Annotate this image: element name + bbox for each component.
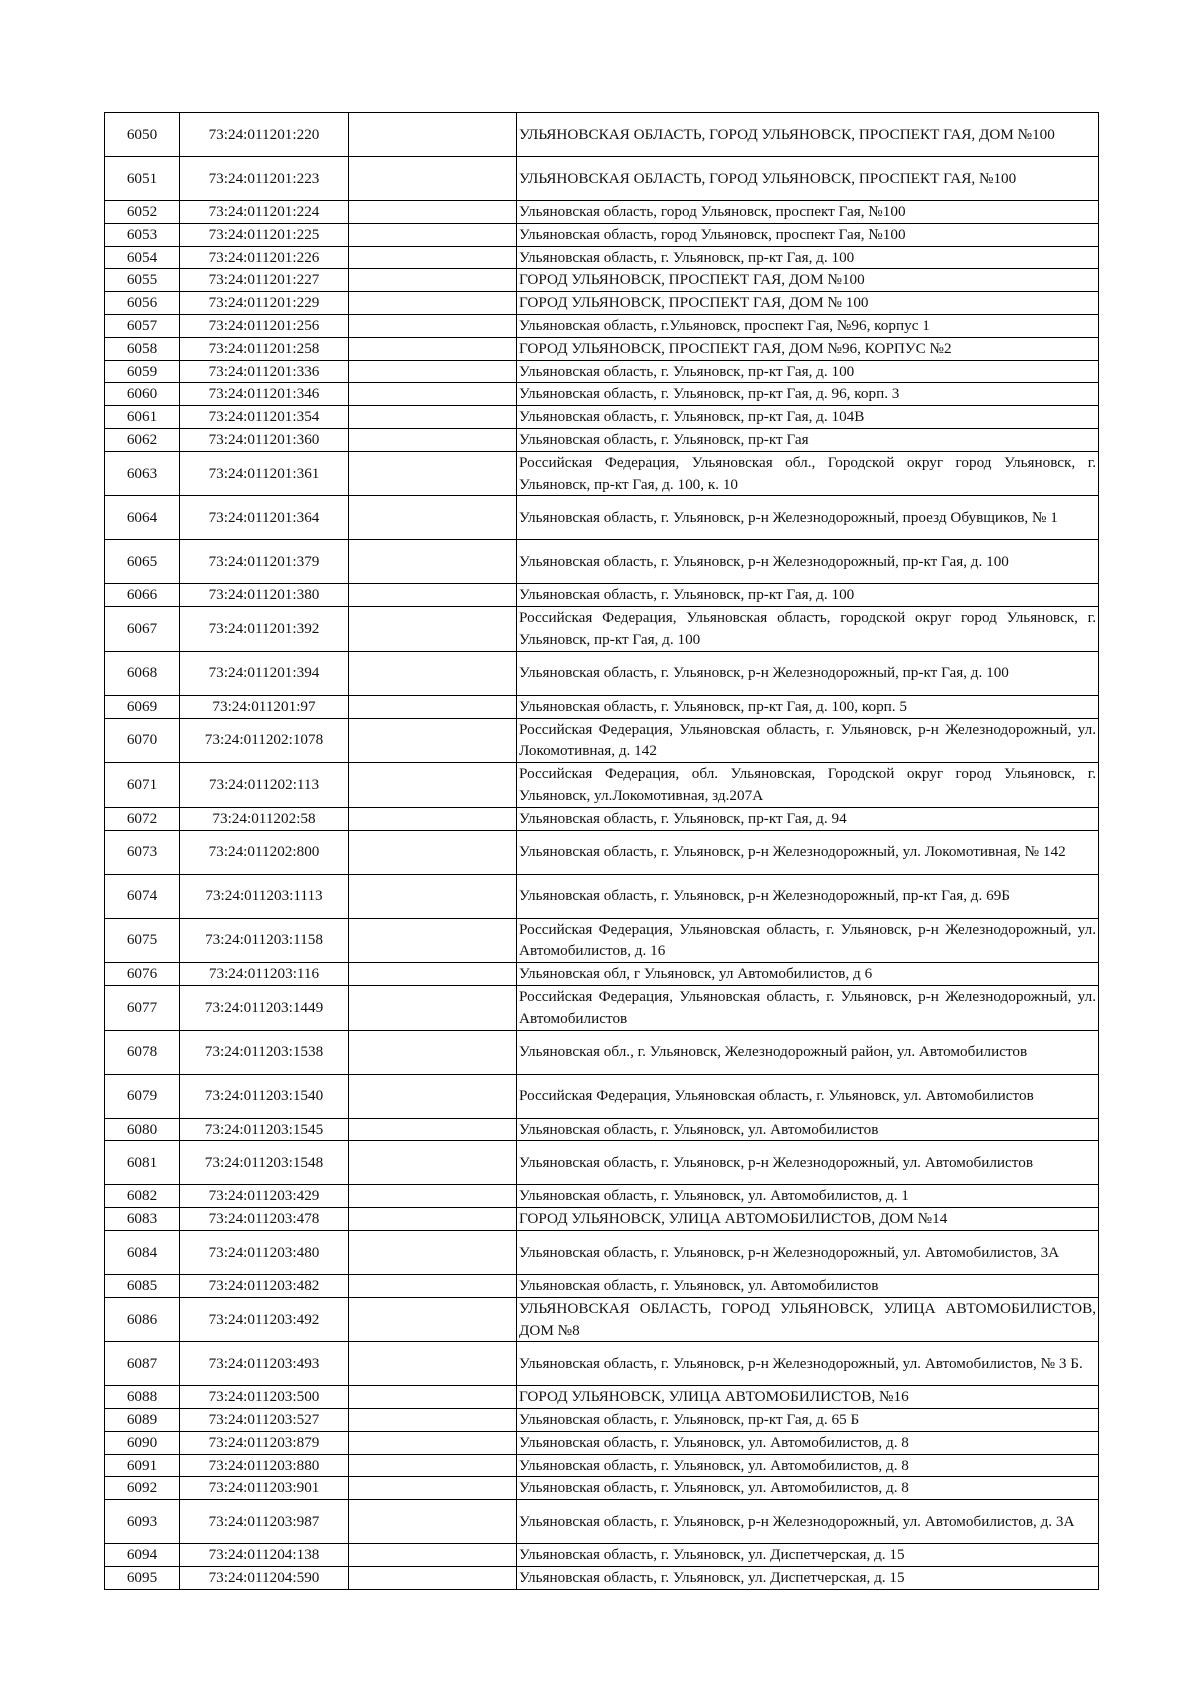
table-row (105, 718, 1099, 763)
table-row (105, 496, 1099, 540)
empty-cell (349, 1030, 517, 1074)
address-cell: Российская Федерация, Ульяновская область, г. Ульяновск, р-н Железнодорожный, ул. Локомотивная, д. 142 (517, 718, 1099, 763)
empty-cell (349, 360, 517, 383)
empty-cell (349, 540, 517, 584)
table-row (105, 540, 1099, 584)
empty-cell (349, 157, 517, 201)
cadastral-number-cell: 73:24:011203:1113 (180, 874, 349, 918)
table-row (105, 1386, 1099, 1409)
row-number-cell: 6095 (105, 1567, 180, 1590)
address-cell: Ульяновская область, г. Ульяновск, ул. Автомобилистов, д. 8 (517, 1454, 1099, 1477)
table-row (105, 1297, 1099, 1342)
empty-cell (349, 496, 517, 540)
cadastral-number-cell: 73:24:011201:361 (180, 451, 349, 496)
table-row (105, 1544, 1099, 1567)
address-cell: Ульяновская область, г. Ульяновск, р-н Железнодорожный, ул. Локомотивная, № 142 (517, 830, 1099, 874)
cadastral-number-cell: 73:24:011203:901 (180, 1477, 349, 1500)
row-number-cell: 6076 (105, 963, 180, 986)
row-number-cell: 6054 (105, 246, 180, 269)
table-row (105, 1208, 1099, 1231)
cadastral-number-cell: 73:24:011203:527 (180, 1409, 349, 1432)
row-number-cell: 6093 (105, 1500, 180, 1544)
row-number-cell: 6087 (105, 1342, 180, 1386)
cadastral-number-cell: 73:24:011203:500 (180, 1386, 349, 1409)
empty-cell (349, 113, 517, 157)
table-row (105, 157, 1099, 201)
cadastral-number-cell: 73:24:011202:113 (180, 763, 349, 808)
table-row (105, 607, 1099, 652)
table-row (105, 1409, 1099, 1432)
address-cell: Ульяновская область, город Ульяновск, проспект Гая, №100 (517, 223, 1099, 246)
table-row (105, 314, 1099, 337)
empty-cell (349, 1477, 517, 1500)
empty-cell (349, 1454, 517, 1477)
table-row (105, 292, 1099, 315)
cadastral-number-cell: 73:24:011202:1078 (180, 718, 349, 763)
cadastral-number-cell: 73:24:011203:1548 (180, 1141, 349, 1185)
cadastral-number-cell: 73:24:011203:1545 (180, 1118, 349, 1141)
cadastral-number-cell: 73:24:011203:1540 (180, 1074, 349, 1118)
row-number-cell: 6082 (105, 1185, 180, 1208)
cadastral-number-cell: 73:24:011202:58 (180, 807, 349, 830)
row-number-cell: 6057 (105, 314, 180, 337)
cadastral-number-cell: 73:24:011201:380 (180, 584, 349, 607)
address-cell: Ульяновская область, г.Ульяновск, проспект Гая, №96, корпус 1 (517, 314, 1099, 337)
address-cell: Российская Федерация, Ульяновская область, г. Ульяновск, ул. Автомобилистов (517, 1074, 1099, 1118)
cadastral-number-cell: 73:24:011201:256 (180, 314, 349, 337)
row-number-cell: 6080 (105, 1118, 180, 1141)
cadastral-number-cell: 73:24:011201:364 (180, 496, 349, 540)
empty-cell (349, 1074, 517, 1118)
cadastral-number-cell: 73:24:011203:478 (180, 1208, 349, 1231)
table-row (105, 113, 1099, 157)
cadastral-number-cell: 73:24:011202:800 (180, 830, 349, 874)
table-row (105, 985, 1099, 1030)
empty-cell (349, 383, 517, 406)
cadastral-number-cell: 73:24:011201:379 (180, 540, 349, 584)
cadastral-number-cell: 73:24:011201:220 (180, 113, 349, 157)
table-row (105, 337, 1099, 360)
address-cell: Российская Федерация, Ульяновская область, г. Ульяновск, р-н Железнодорожный, ул. Автомобилистов, д. 16 (517, 918, 1099, 963)
row-number-cell: 6084 (105, 1230, 180, 1274)
address-cell: Ульяновская область, г. Ульяновск, пр-кт Гая, д. 100 (517, 584, 1099, 607)
table-row (105, 763, 1099, 808)
row-number-cell: 6053 (105, 223, 180, 246)
cadastral-number-cell: 73:24:011203:1449 (180, 985, 349, 1030)
empty-cell (349, 428, 517, 451)
property-registry-table (104, 112, 1099, 1590)
address-cell: ГОРОД УЛЬЯНОВСК, ПРОСПЕКТ ГАЯ, ДОМ №100 (517, 269, 1099, 292)
row-number-cell: 6071 (105, 763, 180, 808)
address-cell: Российская Федерация, Ульяновская область, городской округ город Ульяновск, г. Ульяновск, пр-кт Гая, д. 100 (517, 607, 1099, 652)
cadastral-number-cell: 73:24:011203:482 (180, 1274, 349, 1297)
address-cell: Ульяновская область, г. Ульяновск, р-н Железнодорожный, ул. Автомобилистов, 3А (517, 1230, 1099, 1274)
table-row (105, 695, 1099, 718)
cadastral-number-cell: 73:24:011203:116 (180, 963, 349, 986)
cadastral-number-cell: 73:24:011203:493 (180, 1342, 349, 1386)
row-number-cell: 6086 (105, 1297, 180, 1342)
table-row (105, 1030, 1099, 1074)
row-number-cell: 6085 (105, 1274, 180, 1297)
row-number-cell: 6059 (105, 360, 180, 383)
empty-cell (349, 406, 517, 429)
cadastral-number-cell: 73:24:011203:480 (180, 1230, 349, 1274)
row-number-cell: 6088 (105, 1386, 180, 1409)
cadastral-number-cell: 73:24:011203:492 (180, 1297, 349, 1342)
cadastral-number-cell: 73:24:011201:227 (180, 269, 349, 292)
address-cell: Ульяновская обл., г. Ульяновск, Железнодорожный район, ул. Автомобилистов (517, 1030, 1099, 1074)
table-row (105, 201, 1099, 224)
address-cell: ГОРОД УЛЬЯНОВСК, ПРОСПЕКТ ГАЯ, ДОМ №96, КОРПУС №2 (517, 337, 1099, 360)
row-number-cell: 6056 (105, 292, 180, 315)
cadastral-number-cell: 73:24:011201:229 (180, 292, 349, 315)
empty-cell (349, 918, 517, 963)
empty-cell (349, 1297, 517, 1342)
address-cell: Ульяновская область, г. Ульяновск, пр-кт Гая (517, 428, 1099, 451)
table-row (105, 830, 1099, 874)
cadastral-number-cell: 73:24:011201:226 (180, 246, 349, 269)
table-row (105, 1477, 1099, 1500)
table-row (105, 269, 1099, 292)
table-row (105, 1567, 1099, 1590)
address-cell: Ульяновская область, г. Ульяновск, ул. Диспетчерская, д. 15 (517, 1567, 1099, 1590)
address-cell: Ульяновская обл, г Ульяновск, ул Автомобилистов, д 6 (517, 963, 1099, 986)
table-row (105, 1500, 1099, 1544)
table-row (105, 918, 1099, 963)
address-cell: Ульяновская область, г. Ульяновск, р-н Железнодорожный, ул. Автомобилистов (517, 1141, 1099, 1185)
row-number-cell: 6058 (105, 337, 180, 360)
empty-cell (349, 763, 517, 808)
empty-cell (349, 269, 517, 292)
cadastral-number-cell: 73:24:011201:224 (180, 201, 349, 224)
empty-cell (349, 1208, 517, 1231)
row-number-cell: 6066 (105, 584, 180, 607)
empty-cell (349, 337, 517, 360)
row-number-cell: 6069 (105, 695, 180, 718)
cadastral-number-cell: 73:24:011203:429 (180, 1185, 349, 1208)
cadastral-number-cell: 73:24:011203:880 (180, 1454, 349, 1477)
empty-cell (349, 1409, 517, 1432)
address-cell: Ульяновская область, город Ульяновск, проспект Гая, №100 (517, 201, 1099, 224)
empty-cell (349, 1544, 517, 1567)
table-row (105, 584, 1099, 607)
table-row (105, 246, 1099, 269)
row-number-cell: 6090 (105, 1431, 180, 1454)
address-cell: Ульяновская область, г. Ульяновск, р-н Железнодорожный, проезд Обувщиков, № 1 (517, 496, 1099, 540)
cadastral-number-cell: 73:24:011201:392 (180, 607, 349, 652)
empty-cell (349, 1500, 517, 1544)
row-number-cell: 6074 (105, 874, 180, 918)
table-row (105, 874, 1099, 918)
address-cell: УЛЬЯНОВСКАЯ ОБЛАСТЬ, ГОРОД УЛЬЯНОВСК, ПРОСПЕКТ ГАЯ, №100 (517, 157, 1099, 201)
address-cell: Ульяновская область, г. Ульяновск, ул. Автомобилистов (517, 1118, 1099, 1141)
cadastral-number-cell: 73:24:011201:258 (180, 337, 349, 360)
registry-table-body (105, 113, 1099, 1590)
cadastral-number-cell: 73:24:011203:879 (180, 1431, 349, 1454)
row-number-cell: 6081 (105, 1141, 180, 1185)
address-cell: Ульяновская область, г. Ульяновск, ул. Автомобилистов, д. 8 (517, 1477, 1099, 1500)
table-row (105, 651, 1099, 695)
row-number-cell: 6064 (105, 496, 180, 540)
cadastral-number-cell: 73:24:011201:354 (180, 406, 349, 429)
empty-cell (349, 718, 517, 763)
address-cell: Ульяновская область, г. Ульяновск, р-н Железнодорожный, ул. Автомобилистов, № 3 Б. (517, 1342, 1099, 1386)
table-row (105, 223, 1099, 246)
row-number-cell: 6068 (105, 651, 180, 695)
empty-cell (349, 1431, 517, 1454)
empty-cell (349, 1386, 517, 1409)
cadastral-number-cell: 73:24:011201:346 (180, 383, 349, 406)
address-cell: Ульяновская область, г. Ульяновск, пр-кт Гая, д. 96, корп. 3 (517, 383, 1099, 406)
row-number-cell: 6070 (105, 718, 180, 763)
table-row (105, 383, 1099, 406)
row-number-cell: 6052 (105, 201, 180, 224)
address-cell: Российская Федерация, обл. Ульяновская, Городской округ город Ульяновск, г. Ульяновск, ул.Локомотивная, зд.207А (517, 763, 1099, 808)
table-row (105, 1274, 1099, 1297)
address-cell: ГОРОД УЛЬЯНОВСК, УЛИЦА АВТОМОБИЛИСТОВ, №16 (517, 1386, 1099, 1409)
cadastral-number-cell: 73:24:011204:590 (180, 1567, 349, 1590)
table-row (105, 360, 1099, 383)
cadastral-number-cell: 73:24:011201:336 (180, 360, 349, 383)
address-cell: Ульяновская область, г. Ульяновск, ул. Автомобилистов, д. 1 (517, 1185, 1099, 1208)
cadastral-number-cell: 73:24:011201:223 (180, 157, 349, 201)
address-cell: ГОРОД УЛЬЯНОВСК, УЛИЦА АВТОМОБИЛИСТОВ, ДОМ №14 (517, 1208, 1099, 1231)
row-number-cell: 6067 (105, 607, 180, 652)
table-row (105, 1074, 1099, 1118)
address-cell: Ульяновская область, г. Ульяновск, пр-кт Гая, д. 94 (517, 807, 1099, 830)
cadastral-number-cell: 73:24:011203:1158 (180, 918, 349, 963)
row-number-cell: 6062 (105, 428, 180, 451)
row-number-cell: 6060 (105, 383, 180, 406)
address-cell: Ульяновская область, г. Ульяновск, р-н Железнодорожный, пр-кт Гая, д. 100 (517, 651, 1099, 695)
empty-cell (349, 292, 517, 315)
table-row (105, 428, 1099, 451)
empty-cell (349, 223, 517, 246)
address-cell: УЛЬЯНОВСКАЯ ОБЛАСТЬ, ГОРОД УЛЬЯНОВСК, ПРОСПЕКТ ГАЯ, ДОМ №100 (517, 113, 1099, 157)
table-row (105, 1342, 1099, 1386)
row-number-cell: 6094 (105, 1544, 180, 1567)
table-row (105, 406, 1099, 429)
address-cell: Ульяновская область, г. Ульяновск, р-н Железнодорожный, ул. Автомобилистов, д. 3А (517, 1500, 1099, 1544)
row-number-cell: 6079 (105, 1074, 180, 1118)
table-row (105, 1118, 1099, 1141)
cadastral-number-cell: 73:24:011201:360 (180, 428, 349, 451)
empty-cell (349, 314, 517, 337)
empty-cell (349, 451, 517, 496)
row-number-cell: 6063 (105, 451, 180, 496)
address-cell: Ульяновская область, г. Ульяновск, пр-кт Гая, д. 100 (517, 246, 1099, 269)
empty-cell (349, 651, 517, 695)
row-number-cell: 6061 (105, 406, 180, 429)
empty-cell (349, 874, 517, 918)
row-number-cell: 6055 (105, 269, 180, 292)
row-number-cell: 6050 (105, 113, 180, 157)
address-cell: Ульяновская область, г. Ульяновск, р-н Железнодорожный, пр-кт Гая, д. 100 (517, 540, 1099, 584)
empty-cell (349, 607, 517, 652)
address-cell: Российская Федерация, Ульяновская область, г. Ульяновск, р-н Железнодорожный, ул. Автомобилистов (517, 985, 1099, 1030)
cadastral-number-cell: 73:24:011201:394 (180, 651, 349, 695)
row-number-cell: 6075 (105, 918, 180, 963)
address-cell: Ульяновская область, г. Ульяновск, пр-кт Гая, д. 100, корп. 5 (517, 695, 1099, 718)
empty-cell (349, 1342, 517, 1386)
table-row (105, 1230, 1099, 1274)
address-cell: Ульяновская область, г. Ульяновск, ул. Диспетчерская, д. 15 (517, 1544, 1099, 1567)
empty-cell (349, 1274, 517, 1297)
empty-cell (349, 246, 517, 269)
address-cell: Ульяновская область, г. Ульяновск, ул. Автомобилистов (517, 1274, 1099, 1297)
empty-cell (349, 201, 517, 224)
cadastral-number-cell: 73:24:011201:225 (180, 223, 349, 246)
row-number-cell: 6078 (105, 1030, 180, 1074)
cadastral-number-cell: 73:24:011203:1538 (180, 1030, 349, 1074)
empty-cell (349, 963, 517, 986)
empty-cell (349, 807, 517, 830)
empty-cell (349, 1185, 517, 1208)
cadastral-number-cell: 73:24:011201:97 (180, 695, 349, 718)
empty-cell (349, 985, 517, 1030)
row-number-cell: 6092 (105, 1477, 180, 1500)
row-number-cell: 6065 (105, 540, 180, 584)
empty-cell (349, 1567, 517, 1590)
address-cell: Ульяновская область, г. Ульяновск, пр-кт Гая, д. 104В (517, 406, 1099, 429)
row-number-cell: 6091 (105, 1454, 180, 1477)
address-cell: Ульяновская область, г. Ульяновск, пр-кт Гая, д. 65 Б (517, 1409, 1099, 1432)
address-cell: УЛЬЯНОВСКАЯ ОБЛАСТЬ, ГОРОД УЛЬЯНОВСК, УЛИЦА АВТОМОБИЛИСТОВ, ДОМ №8 (517, 1297, 1099, 1342)
table-row (105, 1141, 1099, 1185)
table-row (105, 1431, 1099, 1454)
empty-cell (349, 584, 517, 607)
row-number-cell: 6073 (105, 830, 180, 874)
table-row (105, 1454, 1099, 1477)
cadastral-number-cell: 73:24:011204:138 (180, 1544, 349, 1567)
table-row (105, 1185, 1099, 1208)
table-row (105, 807, 1099, 830)
empty-cell (349, 1118, 517, 1141)
cadastral-number-cell: 73:24:011203:987 (180, 1500, 349, 1544)
empty-cell (349, 830, 517, 874)
address-cell: Ульяновская область, г. Ульяновск, ул. Автомобилистов, д. 8 (517, 1431, 1099, 1454)
address-cell: Ульяновская область, г. Ульяновск, р-н Железнодорожный, пр-кт Гая, д. 69Б (517, 874, 1099, 918)
row-number-cell: 6051 (105, 157, 180, 201)
address-cell: ГОРОД УЛЬЯНОВСК, ПРОСПЕКТ ГАЯ, ДОМ № 100 (517, 292, 1099, 315)
address-cell: Российская Федерация, Ульяновская обл., Городской округ город Ульяновск, г. Ульяновск, пр-кт Гая, д. 100, к. 10 (517, 451, 1099, 496)
row-number-cell: 6077 (105, 985, 180, 1030)
empty-cell (349, 1141, 517, 1185)
empty-cell (349, 1230, 517, 1274)
table-row (105, 451, 1099, 496)
empty-cell (349, 695, 517, 718)
row-number-cell: 6083 (105, 1208, 180, 1231)
row-number-cell: 6072 (105, 807, 180, 830)
row-number-cell: 6089 (105, 1409, 180, 1432)
address-cell: Ульяновская область, г. Ульяновск, пр-кт Гая, д. 100 (517, 360, 1099, 383)
table-row (105, 963, 1099, 986)
